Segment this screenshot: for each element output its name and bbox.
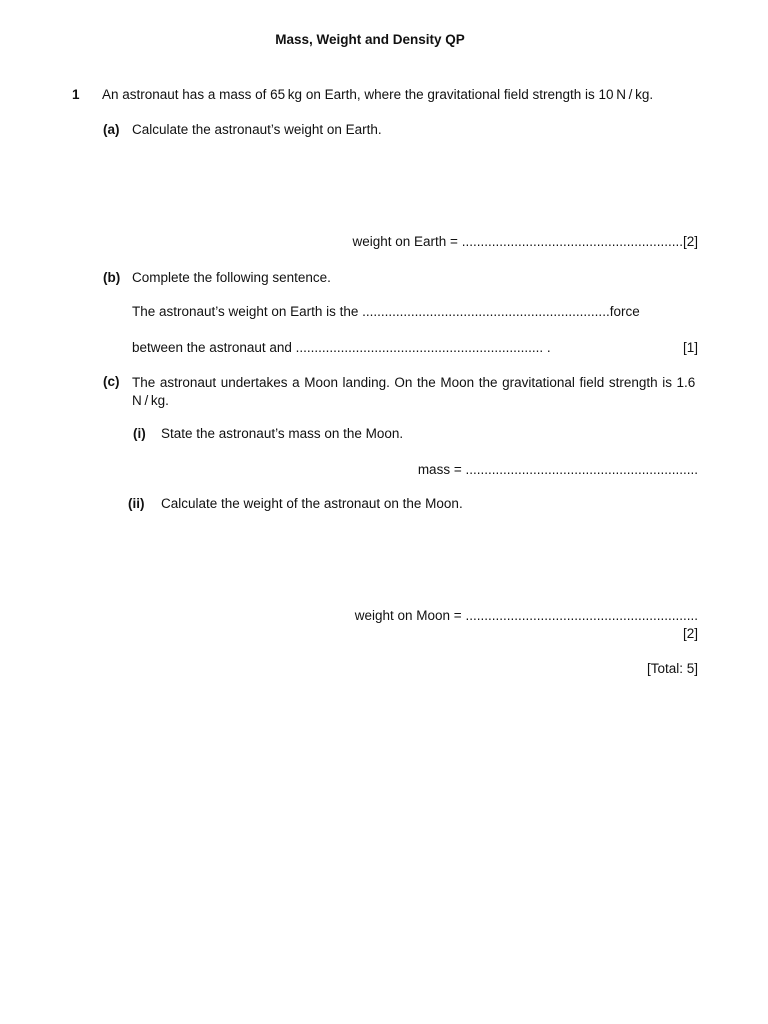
answer-line[interactable]: .............................................................. bbox=[465, 462, 698, 477]
blank-line[interactable]: .................................................................. . bbox=[295, 340, 551, 355]
part-c-ii-text: Calculate the weight of the astronaut on the Moon. bbox=[161, 496, 463, 511]
sentence-text: between the astronaut and bbox=[132, 340, 296, 355]
marks: [1] bbox=[682, 340, 698, 355]
question-stem: An astronaut has a mass of 65 kg on Earth, where the gravitational field strength is 10 N / kg. bbox=[102, 87, 654, 102]
part-a-label: (a) bbox=[103, 122, 120, 137]
answer-line[interactable]: ........................................................... bbox=[461, 234, 683, 249]
marks: [2] bbox=[682, 234, 698, 249]
part-a-text: Calculate the astronaut’s weight on Earth. bbox=[132, 122, 382, 137]
part-c-label: (c) bbox=[103, 374, 120, 389]
part-c-ii-answer-row bbox=[300, 608, 698, 624]
part-a-answer-row bbox=[300, 234, 698, 250]
part-c-i-text: State the astronaut’s mass on the Moon. bbox=[161, 426, 404, 441]
answer-label: mass = bbox=[417, 462, 466, 477]
part-b-sentence-line-2 bbox=[132, 340, 551, 356]
answer-label: weight on Earth = bbox=[352, 234, 462, 249]
part-c-i-answer-row bbox=[300, 462, 698, 478]
blank-line[interactable]: .................................................................. bbox=[362, 304, 610, 319]
part-b-text: Complete the following sentence. bbox=[132, 270, 331, 285]
sentence-text: force bbox=[609, 304, 640, 319]
part-b-label: (b) bbox=[103, 270, 121, 285]
sentence-text: The astronaut’s weight on Earth is the bbox=[132, 304, 363, 319]
answer-line[interactable]: .............................................................. bbox=[465, 608, 698, 623]
page-title: Mass, Weight and Density QP bbox=[275, 32, 465, 47]
answer-label: weight on Moon = bbox=[354, 608, 466, 623]
total-marks: [Total: 5] bbox=[646, 661, 698, 676]
part-c-ii-label: (ii) bbox=[128, 496, 145, 511]
part-c-i-label: (i) bbox=[133, 426, 146, 441]
part-b-sentence-line-1 bbox=[132, 304, 640, 320]
marks: [2] bbox=[682, 626, 698, 641]
question-number: 1 bbox=[72, 87, 80, 102]
part-c-text: The astronaut undertakes a Moon landing. On the Moon the gravitational field strength is 1.6 N / kg. bbox=[132, 375, 698, 408]
